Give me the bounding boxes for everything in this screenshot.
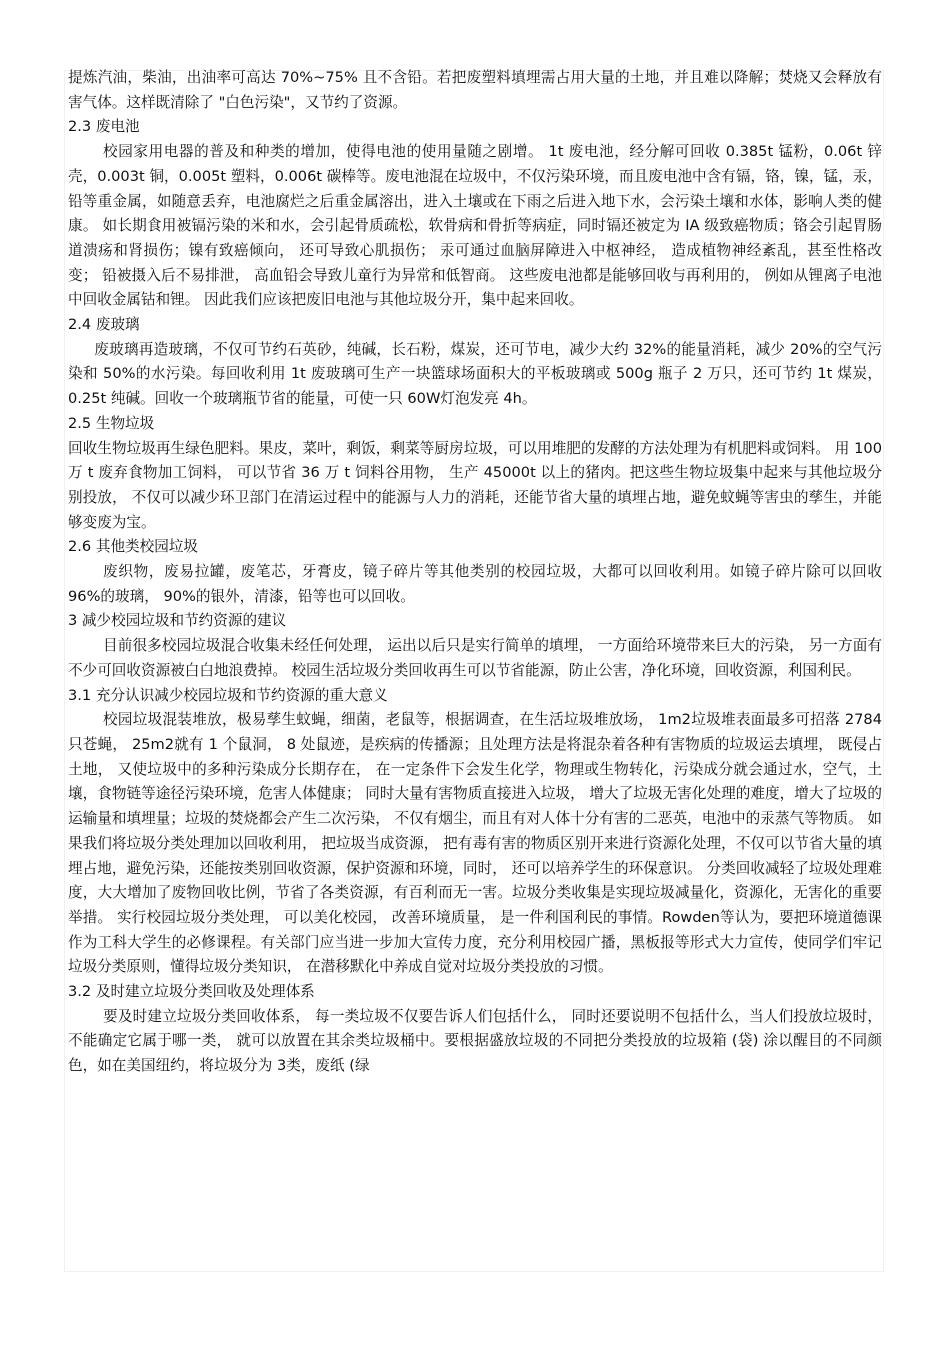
heading-3-suggestions: 3 减少校园垃圾和节约资源的建议 (68, 612, 287, 630)
paragraph-recycling-system: 要及时建立垃圾分类回收体系， 每一类垃圾不仅要告诉人们包括什么， 同时还要说明不包括什么，当人们投放垃圾时， 不能确定它属于哪一类， 就可以放置在其余类垃圾桶中。要根据盛放垃圾的不同把分类投放的垃圾箱 (袋) 涂以醒目的不同颜色，如在美国纽约，将垃圾分为 3类，废纸 (绿 (68, 1007, 882, 1075)
paragraph-waste-battery: 校园家用电器的普及和种类的增加，使得电池的使用量随之剧增。 1t 废电池，经分解可回收 0.385t 锰粉，0.06t 锌壳，0.003t 铜，0.005t 塑料，0.006t 碳棒等。废电池混在垃圾中，不仅污染环境，而且废电池中含有镉，铬，镍，锰，汞，铅等重金属，如随意丢弃，电池腐烂之后重金属溶出，进入土壤或在下雨之后进入地下水，会污染土壤和水体，影响人类的健康。 如长期食用被镉污染的米和水，会引起骨质疏松，软骨病和骨折等病症，同时镉还被定为 IA 级致癌物质；铬会引起胃肠道溃疡和肾损伤；镍有致癌倾向， 还可导致心肌损伤； 汞可通过血脑屏障进入中枢神经， 造成植物神经紊乱，甚至性格改变； 铅被摄入后不易排泄， 高血铅会导致儿童行为异常和低智商。 这些废电池都是能够回收与再利用的， 例如从锂离子电池中回收金属钴和锂。 因此我们应该把废旧电池与其他垃圾分开，集中起来回收。 (68, 143, 882, 309)
document-page (68, 66, 882, 1079)
heading-2-5-bio-waste: 2.5 生物垃圾 (68, 414, 155, 432)
heading-2-4-waste-glass: 2.4 废玻璃 (68, 316, 140, 334)
paragraph-other-waste: 废织物，废易拉罐，废笔芯，牙膏皮，镜子碎片等其他类别的校园垃圾，大都可以回收利用。如镜子碎片除可以回收 96%的玻璃， 90%的银外，清漆，铅等也可以回收。 (68, 563, 882, 605)
paragraph-significance: 校园垃圾混装堆放，极易孳生蚊蝇，细菌，老鼠等，根据调查，在生活垃圾堆放场， 1m2垃圾堆表面最多可招落 2784 只苍蝇， 25m2就有 1 个鼠洞， 8 处鼠迹，是疾病的传播源；且处理方法是将混杂着各种有害物质的垃圾运去填埋， 既侵占土地， 又使垃圾中的多种污染成分长期存在， 在一定条件下会发生化学，物理或生物转化，污染成分就会通过水，空气，土壤，食物链等途径污染环境，危害人体健康； 同时大量有害物质直接进入垃圾， 增大了垃圾无害化处理的难度，增大了垃圾的运输量和填埋量；垃圾的焚烧都会产生二次污染， 不仅有烟尘，而且有对人体十分有害的二恶英，电池中的汞蒸气等物质。 如果我们将垃圾分类处理加以回收利用， 把垃圾当成资源， 把有毒有害的物质区别开来进行资源化处理，不仅可以节省大量的填埋占地，避免污染，还能按类别回收资源，保护资源和环境，同时， 还可以培养学生的环保意识。 分类回收减轻了垃圾处理难度，大大增加了废物回收比例，节省了各类资源，有百利而无一害。垃圾分类收集是实现垃圾减量化，资源化，无害化的重要举措。 实行校园垃圾分类处理， 可以美化校园， 改善环境质量， 是一件利国利民的事情。Rowden等认为，要把环境道德课作为工科大学生的必修课程。有关部门应当进一步加大宣传力度，充分利用校园广播，黑板报等形式大力宣传，使同学们牢记垃圾分类原则，懂得垃圾分类知识， 在潜移默化中养成自觉对垃圾分类投放的习惯。 (68, 711, 882, 976)
paragraph-bio-waste: 回收生物垃圾再生绿色肥料。果皮，菜叶，剩饭，剩菜等厨房垃圾，可以用堆肥的发酵的方法处理为有机肥料或饲料。 用 100 万 t 废弃食物加工饲料， 可以节省 36 万 t 饲料谷用物， 生产 45000t 以上的猪肉。把这些生物垃圾集中起来与其他垃圾分别投放， 不仅可以减少环卫部门在清运过程中的能源与人力的消耗，还能节省大量的填埋占地，避免蚊蝇等害虫的孳生，并能够变废为宝。 (68, 439, 882, 531)
heading-2-6-other-waste: 2.6 其他类校园垃圾 (68, 538, 199, 556)
heading-2-3-waste-battery: 2.3 废电池 (68, 118, 140, 136)
paragraph-plastic-continued: 提炼汽油，柴油，出油率可高达 70%~75% 且不含铅。若把废塑料填埋需占用大量的土地，并且难以降解；焚烧又会释放有害气体。这样既清除了 "白色污染"，又节约了资源。 (68, 69, 882, 111)
heading-3-2-recycling-system: 3.2 及时建立垃圾分类回收及处理体系 (68, 983, 315, 1001)
heading-3-1-significance: 3.1 充分认识减少校园垃圾和节约资源的重大意义 (68, 686, 388, 704)
paragraph-suggestions: 目前很多校园垃圾混合收集未经任何处理， 运出以后只是实行简单的填埋， 一方面给环境带来巨大的污染， 另一方面有不少可回收资源被白白地浪费掉。 校园生活垃圾分类回收再生可以节省能源，防止公害，净化环境，回收资源，利国利民。 (68, 637, 882, 679)
paragraph-waste-glass: 废玻璃再造玻璃，不仅可节约石英砂，纯碱，长石粉，煤炭，还可节电，减少大约 32%的能量消耗，减少 20%的空气污染和 50%的水污染。每回收利用 1t 废玻璃可生产一块篮球场面积大的平板玻璃或 500g 瓶子 2 万只，还可节约 1t 煤炭， 0.25t 纯碱。回收一个玻璃瓶节省的能量，可使一只 60W灯泡发亮 4h。 (68, 340, 882, 408)
